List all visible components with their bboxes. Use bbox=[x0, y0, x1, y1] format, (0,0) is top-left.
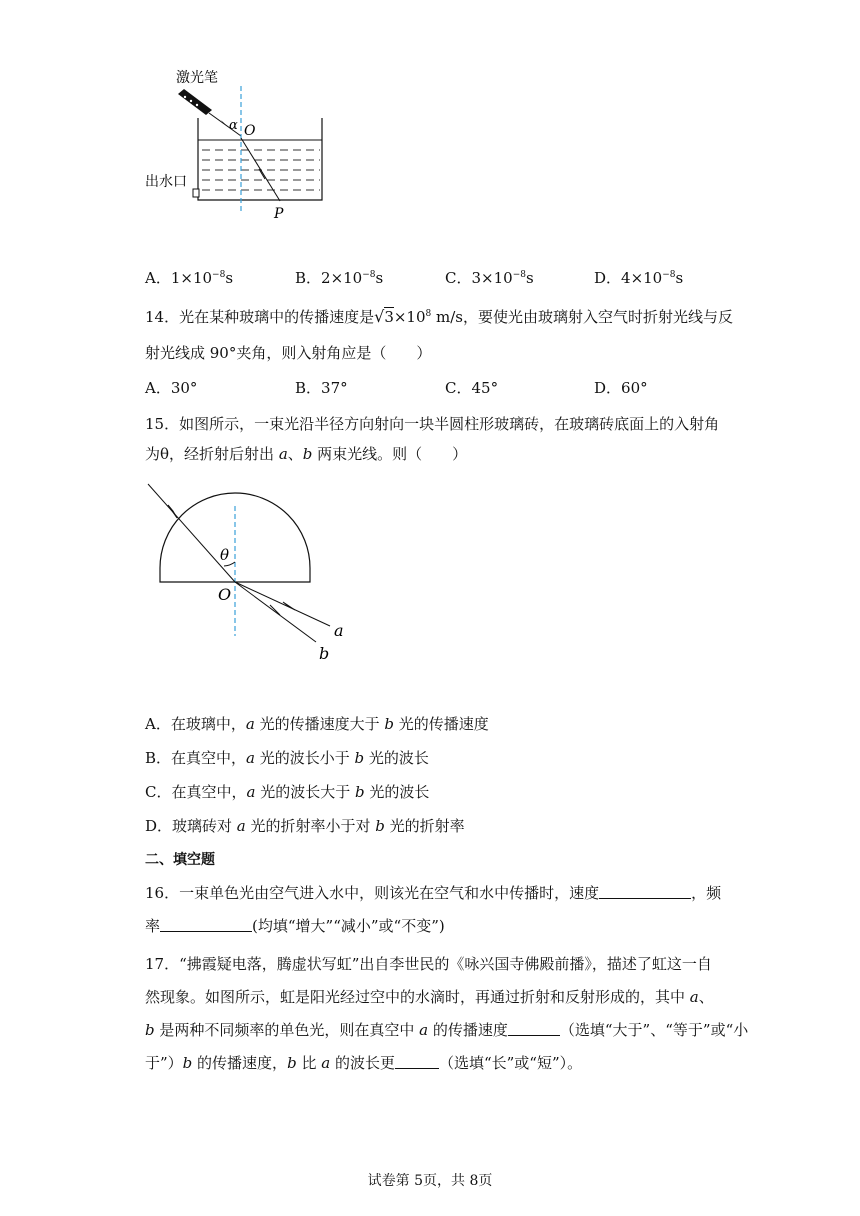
laser-tank-figure bbox=[140, 62, 340, 232]
q14-line1: 14．光在某种玻璃中的传播速度是$√3\times 10^8$ m/s，要使光由玻璃射入空气时折射光线与反 bbox=[145, 307, 733, 326]
q15-option-b: B．在真空中，a 光的波长小于 b 光的波长 bbox=[145, 749, 429, 767]
page-footer: 试卷第 5页，共 8页 bbox=[367, 1173, 493, 1189]
q14-option-c: C．45° bbox=[445, 379, 499, 397]
ray-a-arrow bbox=[283, 602, 295, 610]
q14-option-b: B．37° bbox=[295, 379, 348, 397]
outlet-icon bbox=[193, 189, 199, 197]
theta-label: θ bbox=[220, 546, 230, 564]
q16-line1: 16．一束单色光由空气进入水中，则该光在空气和水中传播时，速度 ，频 bbox=[145, 884, 722, 902]
semicircle-glass-figure bbox=[140, 478, 370, 668]
q14-option-d: D．60° bbox=[594, 379, 648, 397]
q13-option-d: D．$4\times 10^{-8}s$ bbox=[594, 269, 684, 287]
sqrt-sign: √ bbox=[374, 307, 385, 326]
q17-blank-speed[interactable] bbox=[508, 1021, 560, 1036]
q17-line1: 17．“拂霞疑电落，腾虚状写虹”出自李世民的《咏兴国寺佛殿前播》，描述了虹这一自 bbox=[145, 955, 712, 973]
q13-option-b: B．$2\times 10^{-8}s$ bbox=[295, 269, 384, 287]
q17-line2: 然现象。如图所示，虹是阳光经过空中的水滴时，再通过折射和反射形成的，其中 a、 bbox=[145, 988, 714, 1006]
q17-line4: 于”）b 的传播速度，b 比 a 的波长更 （选填“长”或“短”）。 bbox=[145, 1054, 583, 1072]
q14-option-a: A．30° bbox=[145, 379, 198, 397]
incident-arrow-2 bbox=[168, 505, 177, 518]
q15-option-c: C．在真空中，a 光的波长大于 b 光的波长 bbox=[145, 783, 430, 801]
incident-ray-2 bbox=[148, 484, 235, 582]
q15-line2: 为θ，经折射后射出 a、b 两束光线。则（ ） bbox=[145, 445, 468, 463]
q15-option-d: D．玻璃砖对 a 光的折射率小于对 b 光的折射率 bbox=[145, 817, 465, 835]
tank bbox=[198, 118, 322, 200]
incident-arrow bbox=[221, 120, 228, 127]
ray-a bbox=[235, 582, 330, 626]
ray-b-label: b bbox=[319, 644, 330, 663]
q17-blank-wavelength[interactable] bbox=[395, 1054, 439, 1069]
q16-line2: 率 (均填“增大”“减小”或“不变”) bbox=[145, 917, 445, 935]
q15-option-a: A．在玻璃中，a 光的传播速度大于 b 光的传播速度 bbox=[145, 715, 489, 733]
outlet-label: 出水口 bbox=[145, 174, 187, 190]
point-o-label-2: O bbox=[218, 585, 232, 604]
point-p-label: P bbox=[274, 206, 284, 222]
laser-pen-label: 激光笔 bbox=[176, 70, 218, 86]
point-o-label: O bbox=[244, 123, 256, 139]
q13-option-a: A．$1\times 10^{-8}s$ bbox=[145, 269, 234, 287]
alpha-label: α bbox=[229, 118, 238, 133]
q13-option-c: C．$3\times 10^{-8}s$ bbox=[445, 269, 534, 287]
q16-blank-speed[interactable] bbox=[599, 884, 691, 899]
ray-b bbox=[235, 582, 316, 642]
ray-a-label: a bbox=[334, 621, 344, 640]
q15-line1: 15．如图所示，一束光沿半径方向射向一块半圆柱形玻璃砖，在玻璃砖底面上的入射角 bbox=[145, 415, 720, 433]
ray-b-arrow bbox=[270, 605, 280, 615]
q17-line3: b 是两种不同频率的单色光，则在真空中 a 的传播速度 （选填“大于”、“等于”或“小 bbox=[145, 1021, 749, 1039]
laser-pen-icon bbox=[178, 89, 212, 115]
section-heading: 二、填空题 bbox=[145, 852, 215, 868]
q14-line2: 射光线成 90°夹角，则入射角应是（ ） bbox=[145, 344, 432, 362]
q16-blank-frequency[interactable] bbox=[160, 917, 252, 932]
